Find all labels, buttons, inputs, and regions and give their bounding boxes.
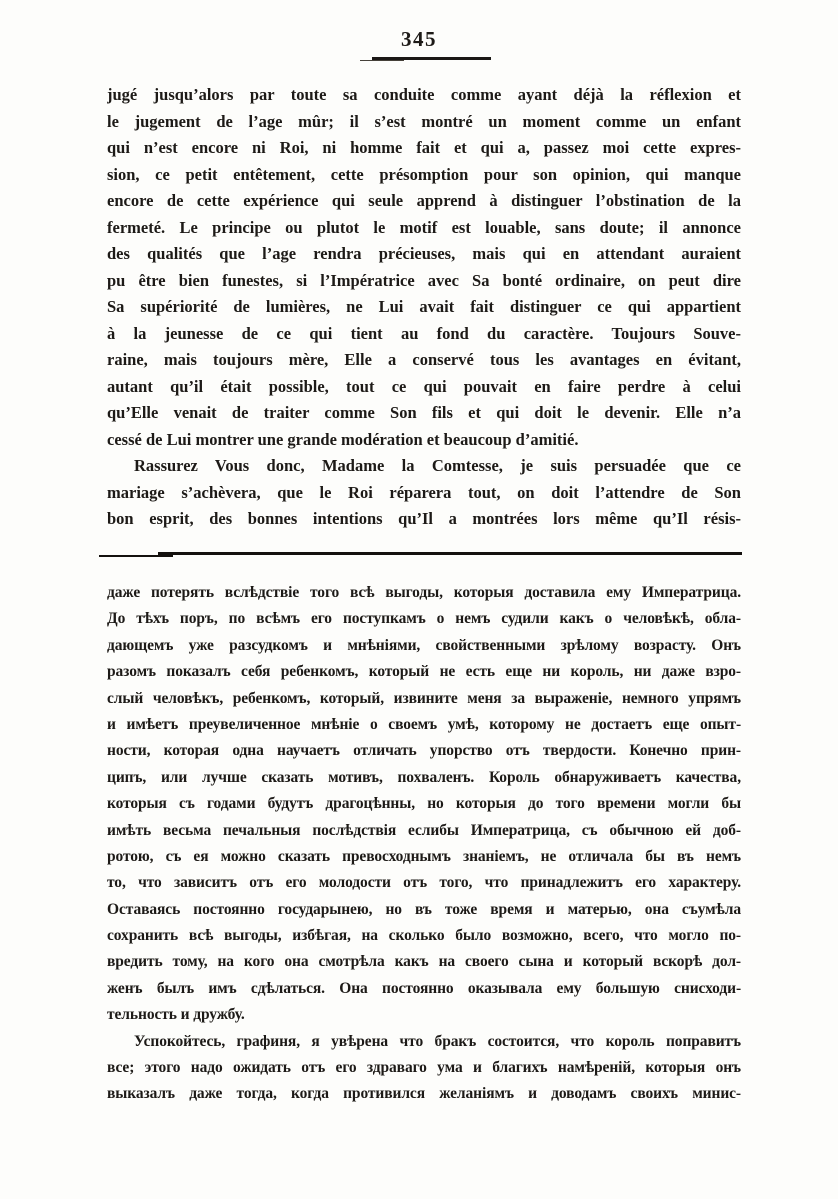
text-line: разомъ показалъ себя ребенкомъ, который не есть еще ни король, ни даже взро- xyxy=(107,663,741,681)
text-line: тельность и дружбу. xyxy=(107,1006,245,1024)
text-line: которыя съ годами будутъ драгоцѣнны, но которыя до того времени могли бы xyxy=(107,795,741,813)
text-line: jugé jusqu’alors par toute sa conduite comme ayant déjà la réflexion et xyxy=(107,85,741,104)
text-line: женъ былъ имъ сдѣлаться. Она постоянно оказывала ему большую снисходи- xyxy=(107,979,741,997)
text-line: encore de cette expérience qui seule apprend à distinguer l’obstination de la xyxy=(107,191,741,210)
page-number-underline-dash xyxy=(360,60,404,61)
text-line: Оставаясь постоянно государынею, но въ тоже время и матерью, она съумѣла xyxy=(107,900,741,918)
page-number: 345 xyxy=(401,27,437,51)
text-line: то, что зависитъ отъ его молодости отъ того, что принадлежитъ его характеру. xyxy=(107,874,741,892)
text-line: все; этого надо ожидать отъ его здраваго ума и благихъ намѣреній, которыя онъ xyxy=(107,1059,741,1077)
text-line: à la jeunesse de ce qui tient au fond du caractère. Toujours Souve- xyxy=(107,323,741,343)
text-line: raine, mais toujours mère, Elle a conservé tous les avantages en évitant, xyxy=(107,350,741,369)
text-line: Успокойтесь, графиня, я увѣрена что бракъ состоится, что король поправитъ xyxy=(134,1032,741,1050)
text-line: вредить тому, на кого она смотрѣла какъ на своего сына и который вскорѣ дол- xyxy=(107,953,741,971)
text-line: autant qu’il était possible, tout ce qui pouvait en faire perdre à celui xyxy=(107,376,741,396)
text-line: Sa supériorité de lumières, ne Lui avait fait distinguer ce qui appartient xyxy=(107,297,741,316)
text-line: des qualités que l’age rendra précieuses, mais qui en attendant auraient xyxy=(107,244,741,263)
main-text-french xyxy=(107,82,741,533)
footnote-separator xyxy=(158,552,742,555)
text-line: и имѣетъ преувеличенное мнѣніе о своемъ умѣ, которому не достаетъ еще опыт- xyxy=(107,715,741,733)
text-line: cessé de Lui montrer une grande modération et beaucoup d’amitié. xyxy=(107,429,579,449)
text-line: ротою, съ ея можно сказать превосходнымъ знаніемъ, не отличала бы въ немъ xyxy=(107,847,741,865)
text-line: bon esprit, des bonnes intentions qu’Il a montrées lors même qu’Il résis- xyxy=(107,509,741,528)
text-line: pu être bien funestes, si l’Impératrice avec Sa bonté ordinaire, on peut dire xyxy=(107,270,741,290)
text-line: sion, ce petit entêtement, cette présomption pour son opinion, qui manque xyxy=(107,164,741,184)
text-line: слый человѣкъ, ребенкомъ, который, извините меня за выраженіе, немного упрямъ xyxy=(107,689,741,707)
text-line: fermeté. Le principe ou plutot le motif est louable, sans doute; il annonce xyxy=(107,217,741,237)
text-line: le jugement de l’age mûr; il s’est montré un moment comme un enfant xyxy=(107,111,741,131)
text-line: имѣть весьма печальныя послѣдствія еслибы Императрица, съ обычною ей доб- xyxy=(107,821,741,839)
text-line: qu’Elle venait de traiter comme Son fils et qui doit le devenir. Elle n’a xyxy=(107,403,741,422)
text-line: qui n’est encore ni Roi, ni homme fait et qui a, passez moi cette expres- xyxy=(107,138,741,157)
text-line: даже потерять вслѣдствіе того всѣ выгоды, которыя доставила ему Императрица. xyxy=(107,584,741,601)
text-line: mariage s’achèvera, que le Roi réparera tout, on doit l’attendre de Son xyxy=(107,482,741,502)
text-line: ности, которая одна научаетъ отличать упорство отъ твердости. Конечно прин- xyxy=(107,742,741,760)
page-header xyxy=(0,27,838,52)
text-line: ципъ, или лучше сказать мотивъ, похваленъ. Король обнаруживаетъ качества, xyxy=(107,768,741,786)
text-line: выказалъ даже тогда, когда противился желаніямъ и доводамъ своихъ минис- xyxy=(107,1085,741,1103)
text-line: До тѣхъ поръ, по всѣмъ его поступкамъ о немъ судили какъ о человѣкѣ, обла- xyxy=(107,610,741,628)
footnote-text-russian xyxy=(107,580,741,1108)
footnote-separator-left xyxy=(99,555,173,557)
text-line: сохранить всѣ выгоды, избѣгая, на сколько было возможно, всего, что могло по- xyxy=(107,927,741,945)
text-line: Rassurez Vous donc, Madame la Comtesse, je suis persuadée que ce xyxy=(134,456,741,475)
text-line: дающемъ уже разсудкомъ и мнѣніями, свойственными зрѣлому возрасту. Онъ xyxy=(107,636,741,654)
